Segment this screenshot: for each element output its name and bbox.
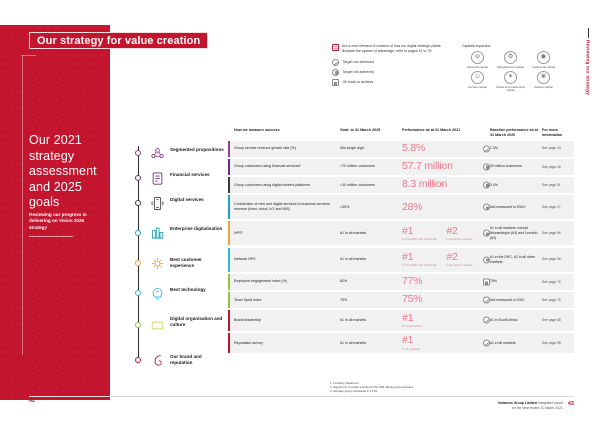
cell-performance-sub: in the DRC and Tanzania <box>402 263 437 268</box>
legend-item-label: On track to achieve <box>342 80 374 85</box>
column-header-more-info: For more information <box>542 128 563 137</box>
cell-more-info[interactable]: See page 51 <box>542 182 561 187</box>
cell-more-info[interactable]: See page 76 <box>542 297 561 302</box>
cell-performance-value: #1 <box>402 250 414 263</box>
cell-performance-sub: in South Africa <box>402 324 422 329</box>
cell-measure: Contribution of new and digital services to business services revenue (fixed, cloud, IoT and IMS) <box>234 202 330 212</box>
table-row[interactable] <box>228 141 574 157</box>
table-row[interactable] <box>228 333 574 354</box>
pillar-label: Best technology <box>170 287 206 292</box>
pillar-label: Financial services <box>170 172 210 177</box>
cell-more-info[interactable]: See page 76 <box>542 279 561 284</box>
legend-item <box>332 69 452 76</box>
cell-more-info[interactable]: See page 56 <box>542 231 561 236</box>
cell-measure: Group customers using financial services¹ <box>234 164 301 169</box>
left-panel-divider <box>29 236 73 237</box>
legend-item-label: Target not achieved <box>342 70 374 75</box>
capitals-block <box>462 44 562 93</box>
capital-item <box>495 71 526 93</box>
digital-services-icon <box>149 195 166 212</box>
footnote: 2. Signed IoT, but both included in the IMS offering and excluded. <box>330 385 414 389</box>
status-square-icon <box>483 278 490 285</box>
best-technology-icon <box>149 285 166 302</box>
side-tab-label: Reviewing our strategy <box>585 40 591 95</box>
cell-performance-sub: in all markets <box>402 346 421 351</box>
table-row[interactable] <box>228 159 574 175</box>
capitals-title: Capitals impacted: <box>462 44 491 48</box>
row-accent-bar <box>228 221 230 245</box>
cell-performance-value: #1 <box>402 334 414 347</box>
status-half-icon <box>332 69 339 76</box>
cell-more-info[interactable]: See page 44 <box>542 146 561 151</box>
page-number-left: 42 <box>29 398 36 404</box>
left-rule-top <box>22 55 36 56</box>
footer-divider <box>29 396 574 397</box>
cell-baseline: #1 in South Africa <box>490 318 518 323</box>
table-row[interactable] <box>228 195 574 219</box>
cell-goal: >10 million customers <box>340 182 375 187</box>
intellectual-capital-icon: ◉ <box>537 51 550 64</box>
legend-item <box>332 59 452 66</box>
status-open-icon <box>483 145 490 152</box>
capital-label: Social and relationship capital <box>495 84 526 93</box>
row-accent-bar <box>228 195 230 219</box>
capital-item <box>462 51 493 69</box>
cell-performance-value: 57.7 million <box>402 160 453 173</box>
column-header-baseline: Baseline performance as at 31 March 2020 <box>490 128 538 137</box>
manufactured-capital-icon: ⚙ <box>504 51 517 64</box>
pillar-label: Enterprise digitalisation <box>170 226 223 231</box>
cell-baseline: 50 million customers <box>490 164 522 169</box>
pillar-label: Digital organisation and culture <box>170 316 223 327</box>
capital-item <box>528 71 559 93</box>
digital-organisation-icon <box>149 317 166 334</box>
cell-baseline: Not measured in 2020² <box>490 204 526 209</box>
financial-capital-icon: ⊜ <box>471 51 484 64</box>
capital-label: Manufactured capital <box>497 64 524 69</box>
cell-measure: Reputation survey <box>234 340 263 345</box>
capital-item <box>462 71 493 93</box>
timeline-dot <box>135 357 141 363</box>
strategy-table <box>228 128 574 355</box>
footnote: 1. Including Safaricom. <box>330 381 360 385</box>
side-tab-line <box>588 28 589 38</box>
timeline-dot <box>135 175 141 181</box>
row-accent-bar <box>228 177 230 193</box>
table-row[interactable] <box>228 248 574 272</box>
row-accent-bar <box>228 333 230 354</box>
capital-item <box>495 51 526 69</box>
row-accent-bar <box>228 274 230 290</box>
cell-measure: Group customers using digital content platforms <box>234 182 311 187</box>
cell-performance-value: 8.3 million <box>402 178 448 191</box>
row-accent-bar <box>228 248 230 272</box>
status-square-icon <box>332 79 339 86</box>
best-customer-experience-icon <box>149 255 166 272</box>
cell-performance-value: 77% <box>402 275 423 288</box>
row-accent-bar <box>228 141 230 157</box>
footer-period: for the year ended 31 March 2021 <box>511 405 563 410</box>
cell-baseline: #1 in all markets, except Mozambique (#3) and Lesotho (#2) <box>490 226 538 240</box>
cell-performance-sub: in all other markets <box>446 263 473 268</box>
left-panel-subtitle: Reviewing our progress in delivering on Vision 2025 strategy <box>29 212 87 230</box>
status-open-icon <box>332 59 339 66</box>
status-half-icon <box>483 163 490 170</box>
legend-note-text: Are a core element of creation of how our digital strategic pillars illustrate the system of advantage, refer to pages 41 to 75. <box>342 44 441 53</box>
status-open-icon <box>483 296 490 303</box>
left-panel-title: Our 2021 strategy assessment and 2025 goals <box>29 133 97 209</box>
timeline-dot <box>135 260 141 266</box>
footer-company: Vodacom Group Limited <box>497 401 537 405</box>
cell-performance-value: #1 <box>402 224 414 237</box>
cell-performance-value: #1 <box>402 311 414 324</box>
row-accent-bar <box>228 159 230 175</box>
human-capital-icon: ☺ <box>471 71 484 84</box>
cell-more-info[interactable]: See page 58 <box>542 318 561 323</box>
left-rule <box>22 55 23 355</box>
intro-body: This system of advantage is geared around meeting our customers in their journey and growing along with them. A critical part of this strategic journey is our transition from a telco to a techco. We want to be an integral part of our customers' lives, homes and offices – a strategic partner that helps them achieve their goals through the power of connectivity. <box>125 97 308 122</box>
cell-measure: Network NPS <box>234 257 256 262</box>
cell-baseline: #1 in the DRC, #2 in all other markets <box>490 254 535 264</box>
footer-text <box>498 401 563 410</box>
footnote: 3. Average (plus) introduced in FY19. <box>330 389 378 393</box>
legend-item <box>332 79 452 86</box>
segmented-propositions-icon <box>149 145 166 162</box>
column-header-performance: Performance as at 31 March 2021 <box>402 128 461 132</box>
table-row[interactable] <box>228 221 574 245</box>
cell-performance-value: 5.8% <box>402 142 426 155</box>
cell-goal: #1 in all markets <box>340 230 367 235</box>
cell-measure: Group service revenue growth rate (%) <box>234 146 296 151</box>
financial-services-icon <box>149 170 166 187</box>
cell-baseline: 1.3% <box>490 146 498 151</box>
capital-label: Natural capital <box>534 84 553 89</box>
status-open-icon <box>483 317 490 324</box>
cell-goal: >70 million customers <box>340 164 375 169</box>
side-tab[interactable] <box>582 28 594 133</box>
legend-item-label: Target not achieved <box>342 60 374 65</box>
cell-performance-value: #2 <box>446 224 458 237</box>
capital-item <box>528 51 559 69</box>
cell-more-info[interactable]: See page 58 <box>542 340 561 345</box>
cell-more-info[interactable]: See page 27 <box>542 204 561 209</box>
column-header-measure: How we measure success <box>234 128 280 132</box>
table-row[interactable] <box>228 292 574 308</box>
row-accent-bar <box>228 292 230 308</box>
natural-capital-icon: ❀ <box>537 71 550 84</box>
legend-note <box>332 44 452 54</box>
cell-goal: 75% <box>340 297 348 302</box>
cell-baseline: 78% <box>490 279 498 284</box>
cell-performance-value: 28% <box>402 200 423 213</box>
pillar-label: Best customer experience <box>170 257 202 268</box>
capital-label: Financial capital <box>467 64 488 69</box>
table-row[interactable] <box>228 310 574 331</box>
footer-report: Integrated report <box>537 401 563 405</box>
capitals-grid <box>462 51 562 93</box>
timeline-dot <box>135 150 141 156</box>
social-relationship-capital-icon: ✶ <box>504 71 517 84</box>
cell-measure: Team Spirit index <box>234 297 262 302</box>
document-icon <box>332 44 339 51</box>
cell-more-info[interactable]: See page 56 <box>542 257 561 262</box>
table-row[interactable] <box>228 274 574 290</box>
page-title-banner <box>29 32 208 49</box>
timeline-dot <box>135 322 141 328</box>
enterprise-digitalisation-icon <box>149 224 166 241</box>
timeline-dot <box>135 230 141 236</box>
cell-goal: >35% <box>340 204 350 209</box>
cell-baseline: 3.4% <box>490 182 498 187</box>
cell-baseline: #1 in all markets <box>490 340 516 345</box>
cell-performance-sub: in all other markets <box>446 237 473 242</box>
page-number-right: 43 <box>567 401 574 407</box>
cell-goal: #1 in all markets <box>340 317 367 322</box>
cell-measure: Brand leadership <box>234 317 262 322</box>
cell-baseline: Not measured in 2020 <box>490 297 525 302</box>
cell-performance-value: 75% <box>402 293 423 306</box>
footnotes <box>330 381 510 393</box>
capital-label: Human capital <box>468 84 487 89</box>
table-row[interactable] <box>228 177 574 193</box>
cell-more-info[interactable]: See page 46 <box>542 164 561 169</box>
pillar-label: Digital services <box>170 197 204 202</box>
status-half-icon <box>483 204 490 211</box>
column-header-goal: Goal: to 31 March 2025 <box>340 128 381 132</box>
cell-measure: NPS³ <box>234 230 243 235</box>
table-header-row <box>228 128 574 141</box>
cell-performance-sub: in the DRC and Tanzania <box>402 237 437 242</box>
footer <box>498 401 574 410</box>
cell-goal: Mid single digit <box>340 146 364 151</box>
row-accent-bar <box>228 310 230 331</box>
cell-performance-value: #2 <box>446 250 458 263</box>
brand-reputation-icon <box>149 352 166 369</box>
intro-block <box>125 57 310 123</box>
timeline-dot <box>135 290 141 296</box>
cell-goal: 82% <box>340 279 348 284</box>
pillar-label: Our brand and reputation <box>170 354 202 365</box>
cell-goal: #1 in all markets <box>340 340 367 345</box>
page-title: Our strategy for value creation <box>37 34 201 47</box>
intro-lead: We are committed to supporting and empowering our customers as they connect for a better future. A significant part of how we do this is through our strategy, which comprises eight integrated pillars that operate together to create a system of advantage. <box>125 58 308 89</box>
cell-goal: #1 in all markets <box>340 257 367 262</box>
status-open-icon <box>483 340 490 347</box>
capital-label: Intellectual capital <box>532 64 555 69</box>
status-half-icon <box>483 181 490 188</box>
status-half-icon <box>483 256 490 263</box>
status-half-icon <box>483 230 490 237</box>
cell-measure: Employee engagement index (%) <box>234 279 288 284</box>
pillar-label: Segmented propositions <box>170 147 224 152</box>
legend <box>332 44 452 89</box>
timeline-dot <box>135 200 141 206</box>
